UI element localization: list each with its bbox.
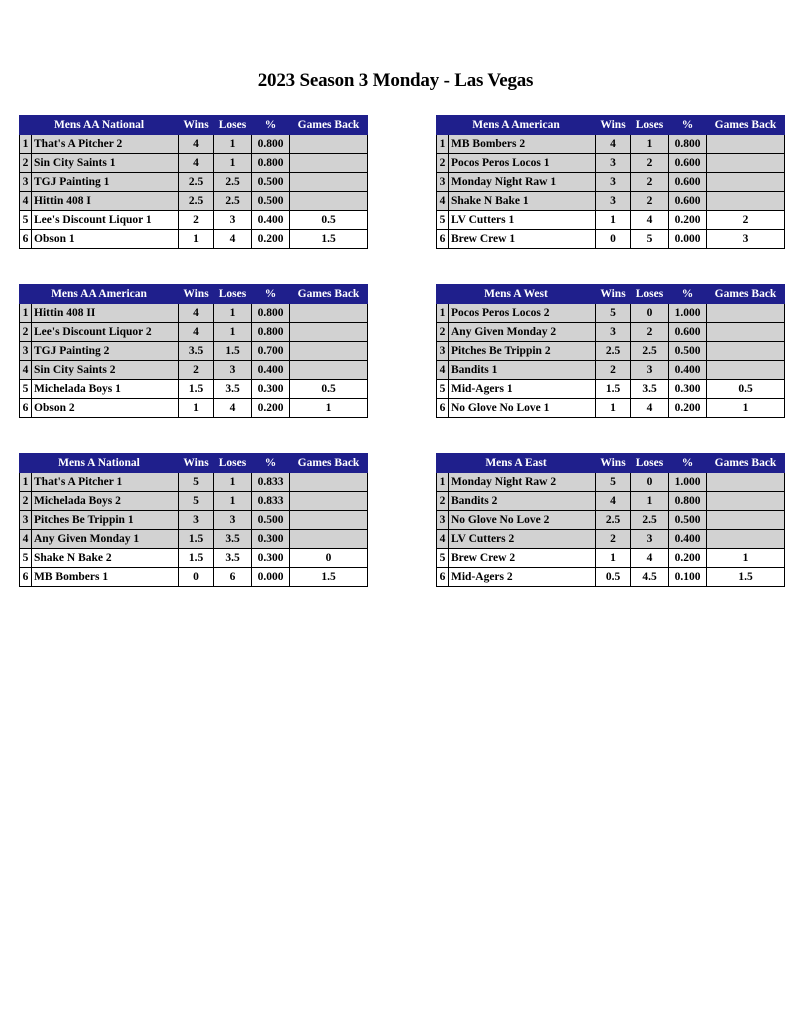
wins-cell: 4 (179, 304, 214, 323)
division-name: Mens A National (20, 454, 179, 473)
wins-header: Wins (179, 285, 214, 304)
games-back-cell (290, 361, 368, 380)
games-back-cell (707, 173, 785, 192)
games-back-cell: 1.5 (707, 568, 785, 587)
table-row (20, 380, 368, 399)
loses-cell: 3.5 (214, 530, 252, 549)
rank-cell: 3 (20, 511, 32, 530)
wins-header: Wins (596, 285, 631, 304)
rank-cell: 3 (20, 173, 32, 192)
table-row (20, 304, 368, 323)
table-header-row (437, 285, 785, 304)
pct-cell: 0.500 (669, 342, 707, 361)
table-row (20, 473, 368, 492)
division-name: Mens AA National (20, 116, 179, 135)
table-row (437, 173, 785, 192)
table-row (20, 530, 368, 549)
wins-cell: 2.5 (596, 342, 631, 361)
wins-cell: 2 (179, 361, 214, 380)
table-row (20, 342, 368, 361)
team-name-cell: Obson 2 (32, 399, 179, 418)
pct-cell: 0.200 (252, 399, 290, 418)
pct-cell: 0.300 (252, 380, 290, 399)
table-row (20, 230, 368, 249)
team-name-cell: Michelada Boys 1 (32, 380, 179, 399)
wins-cell: 2 (596, 361, 631, 380)
table-row (437, 135, 785, 154)
rank-cell: 5 (437, 380, 449, 399)
team-name-cell: Obson 1 (32, 230, 179, 249)
pct-cell: 0.833 (252, 473, 290, 492)
pct-cell: 0.800 (252, 135, 290, 154)
loses-cell: 1 (214, 492, 252, 511)
team-name-cell: Lee's Discount Liquor 1 (32, 211, 179, 230)
table-row (20, 511, 368, 530)
pct-header: % (252, 454, 290, 473)
team-name-cell: Pocos Peros Locos 1 (449, 154, 596, 173)
team-name-cell: Monday Night Raw 2 (449, 473, 596, 492)
games-back-cell (290, 342, 368, 361)
loses-cell: 1 (214, 135, 252, 154)
loses-cell: 1 (214, 154, 252, 173)
games-back-cell (290, 530, 368, 549)
loses-cell: 3.5 (631, 380, 669, 399)
rank-cell: 3 (20, 342, 32, 361)
games-back-cell (290, 304, 368, 323)
rank-cell: 4 (437, 530, 449, 549)
games-back-cell (290, 135, 368, 154)
pct-cell: 0.300 (669, 380, 707, 399)
games-back-cell (707, 492, 785, 511)
pct-cell: 0.200 (669, 211, 707, 230)
games-back-header: Games Back (290, 116, 368, 135)
team-name-cell: No Glove No Love 2 (449, 511, 596, 530)
pct-cell: 0.200 (669, 549, 707, 568)
team-name-cell: Pitches Be Trippin 2 (449, 342, 596, 361)
wins-cell: 2 (596, 530, 631, 549)
team-name-cell: Pitches Be Trippin 1 (32, 511, 179, 530)
table-row (437, 399, 785, 418)
rank-cell: 1 (20, 304, 32, 323)
games-back-cell (707, 154, 785, 173)
wins-cell: 1.5 (179, 549, 214, 568)
loses-header: Loses (214, 454, 252, 473)
rank-cell: 4 (437, 192, 449, 211)
loses-cell: 3 (631, 361, 669, 380)
games-back-cell (707, 530, 785, 549)
pct-cell: 0.800 (669, 135, 707, 154)
division-table (436, 453, 785, 587)
loses-cell: 1 (214, 473, 252, 492)
team-name-cell: Mid-Agers 1 (449, 380, 596, 399)
wins-cell: 5 (596, 473, 631, 492)
table-row (437, 530, 785, 549)
wins-cell: 4 (596, 135, 631, 154)
team-name-cell: LV Cutters 1 (449, 211, 596, 230)
pct-cell: 0.600 (669, 323, 707, 342)
team-name-cell: Pocos Peros Locos 2 (449, 304, 596, 323)
team-name-cell: TGJ Painting 2 (32, 342, 179, 361)
games-back-header: Games Back (290, 454, 368, 473)
wins-cell: 2.5 (596, 511, 631, 530)
rank-cell: 5 (437, 211, 449, 230)
loses-cell: 0 (631, 473, 669, 492)
games-back-cell: 3 (707, 230, 785, 249)
division-table (19, 115, 368, 249)
team-name-cell: Shake N Bake 2 (32, 549, 179, 568)
loses-cell: 2.5 (214, 173, 252, 192)
games-back-cell (707, 473, 785, 492)
games-back-cell: 0.5 (290, 380, 368, 399)
rank-cell: 1 (20, 473, 32, 492)
rank-cell: 6 (20, 568, 32, 587)
games-back-header: Games Back (707, 454, 785, 473)
team-name-cell: That's A Pitcher 2 (32, 135, 179, 154)
table-row (437, 361, 785, 380)
rank-cell: 3 (437, 173, 449, 192)
games-back-cell (290, 473, 368, 492)
pct-cell: 0.700 (252, 342, 290, 361)
table-row (437, 342, 785, 361)
table-row (20, 192, 368, 211)
wins-cell: 3 (596, 192, 631, 211)
wins-cell: 5 (179, 473, 214, 492)
table-row (20, 361, 368, 380)
games-back-header: Games Back (290, 285, 368, 304)
loses-cell: 0 (631, 304, 669, 323)
wins-cell: 3 (596, 154, 631, 173)
division-table (19, 453, 368, 587)
team-name-cell: Sin City Saints 1 (32, 154, 179, 173)
loses-cell: 5 (631, 230, 669, 249)
team-name-cell: TGJ Painting 1 (32, 173, 179, 192)
wins-cell: 0 (596, 230, 631, 249)
team-name-cell: Mid-Agers 2 (449, 568, 596, 587)
team-name-cell: Brew Crew 2 (449, 549, 596, 568)
division-table (436, 284, 785, 418)
rank-cell: 3 (437, 342, 449, 361)
pct-cell: 1.000 (669, 304, 707, 323)
rank-cell: 3 (437, 511, 449, 530)
pct-header: % (669, 116, 707, 135)
rank-cell: 1 (20, 135, 32, 154)
games-back-cell (707, 511, 785, 530)
table-header-row (20, 116, 368, 135)
team-name-cell: Brew Crew 1 (449, 230, 596, 249)
games-back-cell: 1.5 (290, 568, 368, 587)
games-back-header: Games Back (707, 116, 785, 135)
rank-cell: 4 (20, 192, 32, 211)
team-name-cell: Bandits 1 (449, 361, 596, 380)
rank-cell: 5 (20, 549, 32, 568)
rank-cell: 2 (20, 323, 32, 342)
pct-cell: 0.500 (252, 192, 290, 211)
wins-cell: 4 (179, 323, 214, 342)
table-row (20, 211, 368, 230)
rank-cell: 6 (20, 399, 32, 418)
pct-cell: 0.800 (669, 492, 707, 511)
wins-cell: 0.5 (596, 568, 631, 587)
table-row (20, 154, 368, 173)
loses-cell: 2 (631, 192, 669, 211)
table-row (20, 568, 368, 587)
wins-cell: 2.5 (179, 192, 214, 211)
table-row (20, 173, 368, 192)
wins-header: Wins (179, 454, 214, 473)
team-name-cell: Sin City Saints 2 (32, 361, 179, 380)
wins-cell: 2.5 (179, 173, 214, 192)
games-back-cell: 1 (707, 399, 785, 418)
games-back-cell: 1.5 (290, 230, 368, 249)
games-back-cell (290, 173, 368, 192)
pct-header: % (252, 116, 290, 135)
games-back-cell (707, 323, 785, 342)
wins-cell: 5 (596, 304, 631, 323)
games-back-cell (290, 192, 368, 211)
wins-cell: 1.5 (596, 380, 631, 399)
loses-header: Loses (214, 285, 252, 304)
games-back-cell (707, 304, 785, 323)
pct-cell: 0.100 (669, 568, 707, 587)
pct-cell: 0.500 (252, 173, 290, 192)
team-name-cell: No Glove No Love 1 (449, 399, 596, 418)
pct-cell: 0.000 (669, 230, 707, 249)
table-row (437, 549, 785, 568)
loses-cell: 4 (631, 211, 669, 230)
games-back-cell (290, 323, 368, 342)
loses-header: Loses (214, 116, 252, 135)
loses-cell: 4.5 (631, 568, 669, 587)
rank-cell: 6 (437, 568, 449, 587)
pct-cell: 0.800 (252, 323, 290, 342)
wins-cell: 5 (179, 492, 214, 511)
table-row (20, 549, 368, 568)
team-name-cell: Shake N Bake 1 (449, 192, 596, 211)
table-header-row (20, 285, 368, 304)
loses-cell: 2.5 (631, 511, 669, 530)
wins-cell: 1 (596, 211, 631, 230)
pct-cell: 0.200 (252, 230, 290, 249)
loses-cell: 3 (214, 511, 252, 530)
table-header-row (20, 454, 368, 473)
team-name-cell: Michelada Boys 2 (32, 492, 179, 511)
table-row (437, 568, 785, 587)
wins-cell: 3 (596, 173, 631, 192)
loses-cell: 3.5 (214, 380, 252, 399)
team-name-cell: MB Bombers 1 (32, 568, 179, 587)
table-row (437, 380, 785, 399)
pct-cell: 0.600 (669, 173, 707, 192)
loses-cell: 4 (214, 230, 252, 249)
rank-cell: 4 (20, 530, 32, 549)
loses-header: Loses (631, 454, 669, 473)
rank-cell: 5 (20, 211, 32, 230)
page-title: 2023 Season 3 Monday - Las Vegas (257, 70, 534, 91)
games-back-cell: 0 (290, 549, 368, 568)
table-row (437, 473, 785, 492)
loses-cell: 3 (631, 530, 669, 549)
team-name-cell: LV Cutters 2 (449, 530, 596, 549)
wins-cell: 1.5 (179, 530, 214, 549)
wins-cell: 1 (596, 399, 631, 418)
pct-cell: 0.200 (669, 399, 707, 418)
rank-cell: 1 (437, 135, 449, 154)
pct-cell: 0.833 (252, 492, 290, 511)
loses-cell: 1 (214, 323, 252, 342)
wins-header: Wins (596, 116, 631, 135)
games-back-cell: 0.5 (290, 211, 368, 230)
pct-cell: 1.000 (669, 473, 707, 492)
pct-cell: 0.400 (252, 211, 290, 230)
pct-header: % (669, 454, 707, 473)
team-name-cell: Any Given Monday 2 (449, 323, 596, 342)
loses-cell: 4 (631, 549, 669, 568)
pct-cell: 0.600 (669, 154, 707, 173)
loses-cell: 3 (214, 361, 252, 380)
team-name-cell: That's A Pitcher 1 (32, 473, 179, 492)
games-back-cell: 1 (707, 549, 785, 568)
pct-cell: 0.400 (669, 361, 707, 380)
table-row (437, 304, 785, 323)
loses-cell: 6 (214, 568, 252, 587)
loses-cell: 2.5 (214, 192, 252, 211)
rank-cell: 2 (437, 154, 449, 173)
wins-cell: 4 (179, 154, 214, 173)
team-name-cell: Hittin 408 I (32, 192, 179, 211)
pct-cell: 0.400 (252, 361, 290, 380)
wins-header: Wins (179, 116, 214, 135)
rank-cell: 2 (437, 323, 449, 342)
team-name-cell: Any Given Monday 1 (32, 530, 179, 549)
table-row (437, 154, 785, 173)
division-name: Mens A East (437, 454, 596, 473)
table-row (20, 135, 368, 154)
table-row (437, 211, 785, 230)
loses-cell: 2 (631, 154, 669, 173)
wins-cell: 1 (179, 399, 214, 418)
games-back-cell: 2 (707, 211, 785, 230)
division-name: Mens AA American (20, 285, 179, 304)
wins-cell: 2 (179, 211, 214, 230)
loses-cell: 4 (214, 399, 252, 418)
pct-header: % (252, 285, 290, 304)
rank-cell: 2 (20, 154, 32, 173)
loses-cell: 1 (631, 135, 669, 154)
wins-cell: 1.5 (179, 380, 214, 399)
team-name-cell: Hittin 408 II (32, 304, 179, 323)
loses-cell: 1 (631, 492, 669, 511)
wins-cell: 0 (179, 568, 214, 587)
wins-cell: 1 (179, 230, 214, 249)
rank-cell: 1 (437, 304, 449, 323)
pct-cell: 0.800 (252, 304, 290, 323)
table-row (437, 511, 785, 530)
wins-cell: 3.5 (179, 342, 214, 361)
loses-cell: 1.5 (214, 342, 252, 361)
loses-header: Loses (631, 285, 669, 304)
division-table (436, 115, 785, 249)
table-header-row (437, 116, 785, 135)
pct-cell: 0.000 (252, 568, 290, 587)
rank-cell: 6 (437, 230, 449, 249)
loses-cell: 3 (214, 211, 252, 230)
games-back-cell (290, 154, 368, 173)
wins-cell: 3 (179, 511, 214, 530)
loses-cell: 1 (214, 304, 252, 323)
pct-cell: 0.600 (669, 192, 707, 211)
rank-cell: 6 (437, 399, 449, 418)
rank-cell: 5 (20, 380, 32, 399)
pct-cell: 0.500 (669, 511, 707, 530)
games-back-cell: 1 (290, 399, 368, 418)
team-name-cell: Lee's Discount Liquor 2 (32, 323, 179, 342)
table-header-row (437, 454, 785, 473)
rank-cell: 1 (437, 473, 449, 492)
division-name: Mens A American (437, 116, 596, 135)
pct-cell: 0.500 (252, 511, 290, 530)
table-row (20, 399, 368, 418)
pct-cell: 0.800 (252, 154, 290, 173)
games-back-cell (290, 492, 368, 511)
rank-cell: 2 (437, 492, 449, 511)
pct-cell: 0.300 (252, 530, 290, 549)
rank-cell: 6 (20, 230, 32, 249)
rank-cell: 4 (20, 361, 32, 380)
games-back-cell (707, 192, 785, 211)
table-row (20, 492, 368, 511)
loses-cell: 2.5 (631, 342, 669, 361)
table-row (437, 192, 785, 211)
loses-cell: 2 (631, 323, 669, 342)
loses-cell: 4 (631, 399, 669, 418)
games-back-cell (290, 511, 368, 530)
rank-cell: 5 (437, 549, 449, 568)
table-row (20, 323, 368, 342)
pct-cell: 0.300 (252, 549, 290, 568)
loses-cell: 2 (631, 173, 669, 192)
wins-cell: 4 (179, 135, 214, 154)
division-name: Mens A West (437, 285, 596, 304)
rank-cell: 4 (437, 361, 449, 380)
table-row (437, 492, 785, 511)
games-back-cell (707, 135, 785, 154)
loses-cell: 3.5 (214, 549, 252, 568)
wins-cell: 3 (596, 323, 631, 342)
wins-header: Wins (596, 454, 631, 473)
pct-header: % (669, 285, 707, 304)
team-name-cell: MB Bombers 2 (449, 135, 596, 154)
games-back-cell: 0.5 (707, 380, 785, 399)
pct-cell: 0.400 (669, 530, 707, 549)
wins-cell: 4 (596, 492, 631, 511)
team-name-cell: Bandits 2 (449, 492, 596, 511)
games-back-cell (707, 342, 785, 361)
games-back-cell (707, 361, 785, 380)
table-row (437, 323, 785, 342)
games-back-header: Games Back (707, 285, 785, 304)
rank-cell: 2 (20, 492, 32, 511)
wins-cell: 1 (596, 549, 631, 568)
division-table (19, 284, 368, 418)
loses-header: Loses (631, 116, 669, 135)
team-name-cell: Monday Night Raw 1 (449, 173, 596, 192)
table-row (437, 230, 785, 249)
